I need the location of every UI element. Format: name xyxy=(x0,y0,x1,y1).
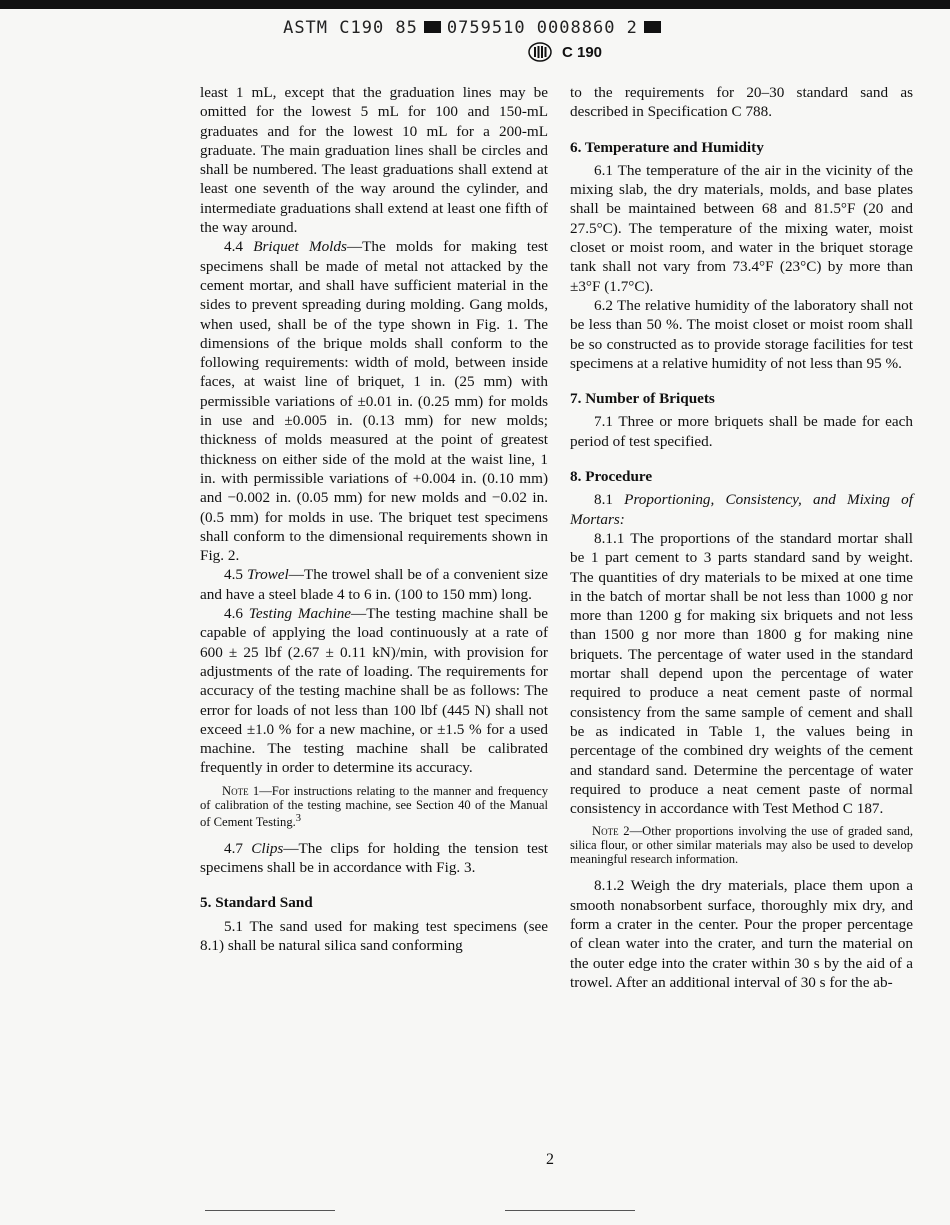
paragraph-8-1-2: 8.1.2 Weigh the dry materials, place them upon a smooth nonabsorbent surface, thoroughly mix dry, and form a crater in the center. Pour the proper percentage of clean water into the crater, and turn the material on the outer edge into the crater within 30 s by the aid of a trowel. After an additional interval of 30 s for the ab- xyxy=(570,877,913,991)
doc-code-left: ASTM C190 85 xyxy=(283,18,418,38)
section-heading-7: 7. Number of Briquets xyxy=(570,390,715,408)
note-2: Note 2—Other proportions involving the use of graded sand, silica flour, or other similar materials may also be used to develop meaningful research information. xyxy=(570,824,913,867)
section-heading-5: 5. Standard Sand xyxy=(200,894,313,912)
paragraph-4-4: 4.4 Briquet Molds—The molds for making test specimens shall be made of metal not attacked by the cement mortar, and shall have sufficient material in the sides to prevent spreading during molding. Gang molds, when used, shall be of the type shown in Fig. 1. The dimensions of the brique molds shall conform to the following requirements: width of mold, between inside faces, at waist line of briquet, 1 in. (25 mm) with permissible variations of ±0.01 in. (0.25 mm) for molds in use and ±0.005 in. (0.13 mm) for new molds; thickness of molds measured at the point of greatest thickness on either side of the mold at the waist line, 1 in. with permissible variations of +0.004 in. (0.10 mm) and −0.002 in. (0.05 mm) for new molds and −0.02 in. (0.5 mm) for molds in use. The briquet test specimens shall conform to the dimensional requirements shown in Fig. 2. xyxy=(200,238,548,565)
footer-rule xyxy=(505,1210,635,1211)
page-number: 2 xyxy=(546,1151,554,1168)
standard-designation: C 190 xyxy=(562,43,603,61)
paragraph-6-1: 6.1 The temperature of the air in the vicinity of the mixing slab, the dry materials, molds, and base plates shall be maintained between 68 and 81.5°F (20 and 27.5°C). The temperature of the mixing water, moist closet or moist room, and water in the briquet storage tank shall not vary from 73.4°F (23°C) by more than ±3°F (1.7°C). xyxy=(570,161,913,295)
astm-logo-icon xyxy=(528,42,552,62)
paragraph-6-2: 6.2 The relative humidity of the laboratory shall not be less than 50 %. The moist closet or moist room shall be so constructed as to provide storage facilities for test specimens at a relative humidity of not less than 95 %. xyxy=(570,296,913,372)
standard-header xyxy=(528,42,602,62)
paragraph-8-1: 8.1 Proportioning, Consistency, and Mixing of Mortars: xyxy=(570,491,913,528)
paragraph-4-3-continued: least 1 mL, except that the graduation lines may be omitted for the lowest 5 mL for 100 and 150-mL graduates and for the lowest 10 mL for a 200-mL graduate. The main graduation lines shall be circles and shall be numbered. The least graduations shall extend at least one seventh of the way around the cylinder, and intermediate graduations shall extend at least one fifth of the way around. xyxy=(200,84,548,237)
black-block-mark xyxy=(424,21,441,33)
paragraph-7-1: 7.1 Three or more briquets shall be made for each period of test specified. xyxy=(570,413,913,450)
paragraph-8-1-1: 8.1.1 The proportions of the standard mortar shall be 1 part cement to 3 parts standard sand by weight. The quantities of dry materials to be mixed at one time in the batch of mortar shall be not less than 1000 g nor more than 1200 g for making six briquets and not less than 1500 g nor more than 1800 g for making nine briquets. The percentage of water used in the standard mortar shall depend upon the percentage of water required to produce a neat cement paste of normal consistency from the same sample of cement and shall be as indicated in Table 1, the values being in percentage of the combined dry weights of the cement and standard sand. Determine the percentage of water required to produce a neat cement paste of normal consistency in accordance with Test Method C 187. xyxy=(570,529,913,818)
section-heading-8: 8. Procedure xyxy=(570,468,653,486)
document-code-line xyxy=(0,18,950,38)
paragraph-4-5: 4.5 Trowel—The trowel shall be of a convenient size and have a steel blade 4 to 6 in. (100 to 150 mm) long. xyxy=(200,566,548,603)
paragraph-5-1-continued: to the requirements for 20–30 standard sand as described in Specification C 788. xyxy=(570,84,913,121)
paragraph-5-1: 5.1 The sand used for making test specimens (see 8.1) shall be natural silica sand conforming xyxy=(200,917,548,955)
note-1: Note 1—For instructions relating to the manner and frequency of calibration of the testing machine, see Section 40 of the Manual of Cement Testing.$^3$ xyxy=(200,783,548,829)
doc-code-right: 0759510 0008860 2 xyxy=(446,18,638,38)
black-block-mark xyxy=(644,21,661,33)
left-column xyxy=(200,83,548,955)
footnote-ref: 3 xyxy=(295,812,302,824)
paragraph-4-6: 4.6 Testing Machine—The testing machine shall be capable of applying the load continuously at a rate of 600 ± 25 lbf (2.67 ± 0.11 kN)/min, with provision for adjustments of the rate of loading. The requirements for accuracy of the testing machine shall be as follows: The error for loads of not less than 100 lbf (445 N) shall not exceed ±1.0 % for a new machine, or ±1.5 % for a used machine. The testing machine shall be calibrated frequently in order to determine its accuracy. xyxy=(200,605,548,777)
paragraph-4-7: 4.7 Clips—The clips for holding the tension test specimens shall be in accordance with Fig. 3. xyxy=(200,839,548,877)
right-column xyxy=(570,83,913,992)
scan-top-bar xyxy=(0,0,950,9)
footer-rule xyxy=(205,1210,335,1211)
section-heading-6: 6. Temperature and Humidity xyxy=(570,138,764,156)
